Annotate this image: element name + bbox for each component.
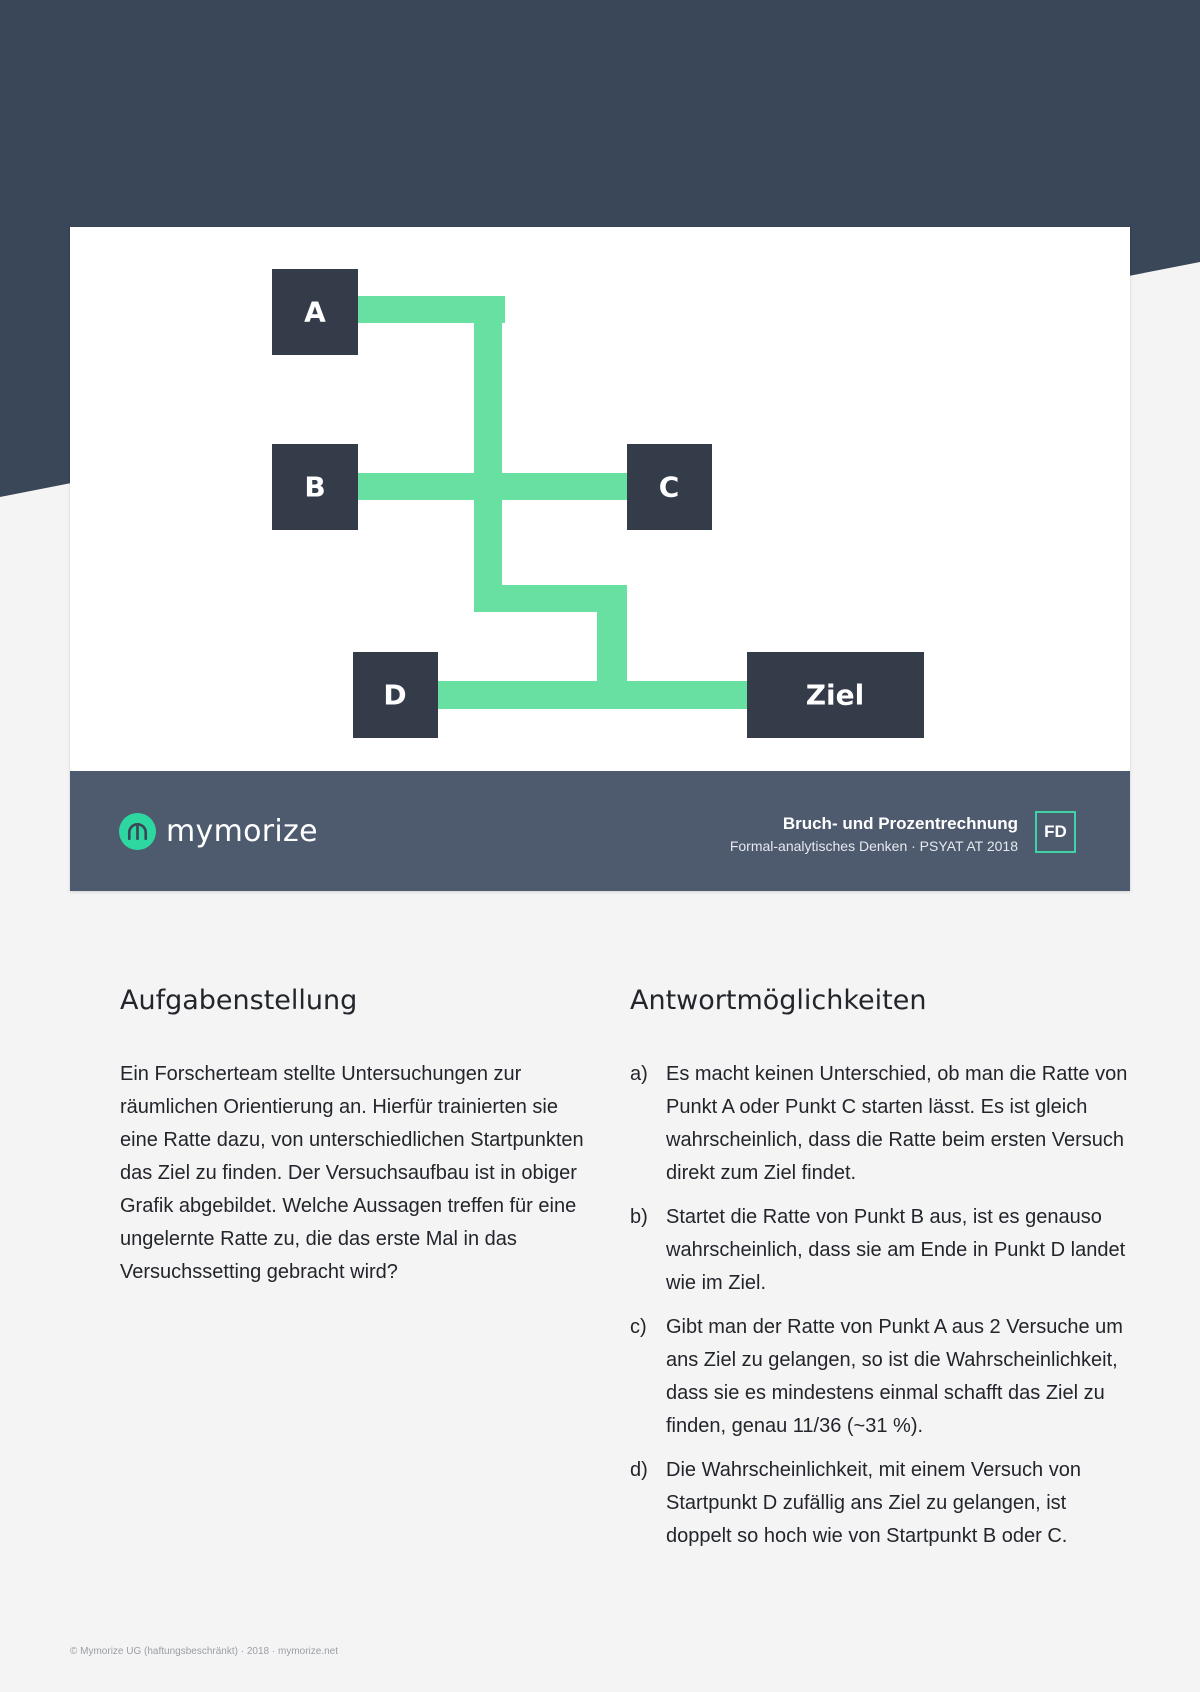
card-footer xyxy=(70,771,1130,891)
answer-text: Startet die Ratte von Punkt B aus, ist es genauso wahrscheinlich, dass sie am Ende in Punkt D landet wie im Ziel. xyxy=(666,1206,1126,1294)
task-heading: Aufgabenstellung xyxy=(120,985,358,1016)
brand-name: mymorize xyxy=(166,814,318,849)
diagram-card xyxy=(70,227,1130,891)
maze-diagram xyxy=(70,227,1130,771)
mymorize-logo-icon xyxy=(119,813,156,850)
maze-paths xyxy=(358,296,778,709)
path-segment xyxy=(358,473,628,500)
node-goal-label: Ziel xyxy=(805,678,865,712)
node-a-label: A xyxy=(304,295,326,329)
node-b-label: B xyxy=(304,470,326,504)
topic-info xyxy=(730,813,1018,857)
answer-text: Gibt man der Ratte von Punkt A aus 2 Versuche um ans Ziel zu gelangen, so ist die Wahrscheinlichkeit, dass sie es mindestens einmal schafft das Ziel zu finden, genau 11/36 (~31 %). xyxy=(666,1316,1123,1437)
answer-text: Die Wahrscheinlichkeit, mit einem Versuch von Startpunkt D zufällig ans Ziel zu gelangen, ist doppelt so hoch wie von Startpunkt B oder C. xyxy=(666,1459,1081,1547)
path-segment xyxy=(438,681,778,709)
node-d xyxy=(353,652,438,738)
answer-text: Es macht keinen Unterschied, ob man die Ratte von Punkt A oder Punkt C starten lässt. Es ist gleich wahrscheinlich, dass die Ratte beim ersten Versuch direkt zum Ziel findet. xyxy=(666,1063,1128,1184)
task-text: Ein Forscherteam stellte Untersuchungen zur räumlichen Orientierung an. Hierfür trainierten sie eine Ratte dazu, von unterschiedlichen Startpunkten das Ziel zu finden. Der Versuchsaufbau ist in obiger Grafik abgebildet. Welche Aussagen treffen für eine ungelernte Ratte zu, die das erste Mal in das Versuchssetting gebracht wird? xyxy=(120,1063,584,1283)
answer-option-c xyxy=(630,1311,1130,1443)
copyright-notice: © Mymorize UG (haftungsbeschränkt) · 2018 · mymorize.net xyxy=(70,1646,339,1657)
answer-letter: c) xyxy=(630,1316,647,1338)
node-c-label: C xyxy=(658,470,680,504)
category-badge: FD xyxy=(1035,811,1076,853)
answer-option-d xyxy=(630,1454,1130,1553)
answer-letter: d) xyxy=(630,1459,648,1481)
topic-title: Bruch- und Prozentrechnung xyxy=(782,814,1018,833)
answer-option-a xyxy=(630,1058,1130,1190)
answer-option-b xyxy=(630,1201,1130,1300)
node-b xyxy=(272,444,358,530)
node-goal xyxy=(747,652,924,738)
answer-letter: b) xyxy=(630,1206,648,1228)
answer-letter: a) xyxy=(630,1063,648,1085)
node-a xyxy=(272,269,358,355)
logo xyxy=(119,813,318,850)
topic-subtitle: Formal-analytisches Denken · PSYAT AT 2018 xyxy=(729,838,1018,854)
node-d-label: D xyxy=(383,678,407,712)
answer-list xyxy=(630,1058,1130,1564)
path-segment xyxy=(474,296,502,612)
answers-heading: Antwortmöglichkeiten xyxy=(630,985,927,1016)
node-c xyxy=(627,444,712,530)
